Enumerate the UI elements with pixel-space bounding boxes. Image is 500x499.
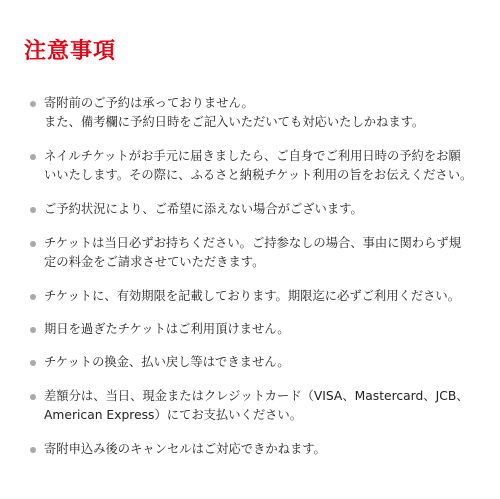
bullet-icon <box>30 101 36 107</box>
list-item-text: American Express）にてお支払いください。 <box>44 408 303 422</box>
list-item-text: チケットに、有効期限を記載しております。期限迄に必ずご利用ください。 <box>44 289 461 303</box>
bullet-icon <box>30 241 36 247</box>
list-item-text: ご予約状況により、ご希望に添えない場合がございます。 <box>44 202 363 216</box>
bullet-icon <box>30 394 36 400</box>
notice-list <box>30 94 480 474</box>
list-item-text: 寄附申込み後のキャンセルはご対応できかねます。 <box>44 442 326 456</box>
list-item-text: チケットは当日必ずお持ちください。ご持参なしの場合、事由に関わらず規 <box>44 236 461 250</box>
list-item-text: いいたします。その際に、ふるさと納税チケット利用の旨をお伝えください。 <box>44 168 473 182</box>
list-item-text: ネイルチケットがお手元に届きましたら、ご自身でご利用日時の予約をお願 <box>44 149 461 163</box>
list-item-text: また、備考欄に予約日時をご記入いただいても対応いたしかねます。 <box>44 115 425 129</box>
list-item <box>30 147 480 185</box>
bullet-icon <box>30 447 36 453</box>
list-item <box>30 234 480 272</box>
list-item <box>30 320 480 339</box>
list-item <box>30 387 480 425</box>
list-item-text: 寄附前のご予約は承っておりません。 <box>44 96 254 110</box>
list-item-text: チケットの換金、払い戻し等はできません。 <box>44 355 290 369</box>
page-title: 注意事項 <box>24 39 117 64</box>
list-item <box>30 353 480 372</box>
list-item-text: 期日を過ぎたチケットはご利用頂けません。 <box>44 322 290 336</box>
list-item <box>30 287 480 306</box>
bullet-icon <box>30 360 36 366</box>
bullet-icon <box>30 294 36 300</box>
list-item <box>30 94 480 132</box>
list-item <box>30 200 480 219</box>
bullet-icon <box>30 207 36 213</box>
list-item-text: 差額分は、当日、現金またはクレジットカード（VISA、Mastercard、JCB、 <box>44 389 469 403</box>
bullet-icon <box>30 154 36 160</box>
list-item <box>30 440 480 459</box>
bullet-icon <box>30 327 36 333</box>
list-item-text: 定の料金をご請求させていただきます。 <box>44 255 265 269</box>
